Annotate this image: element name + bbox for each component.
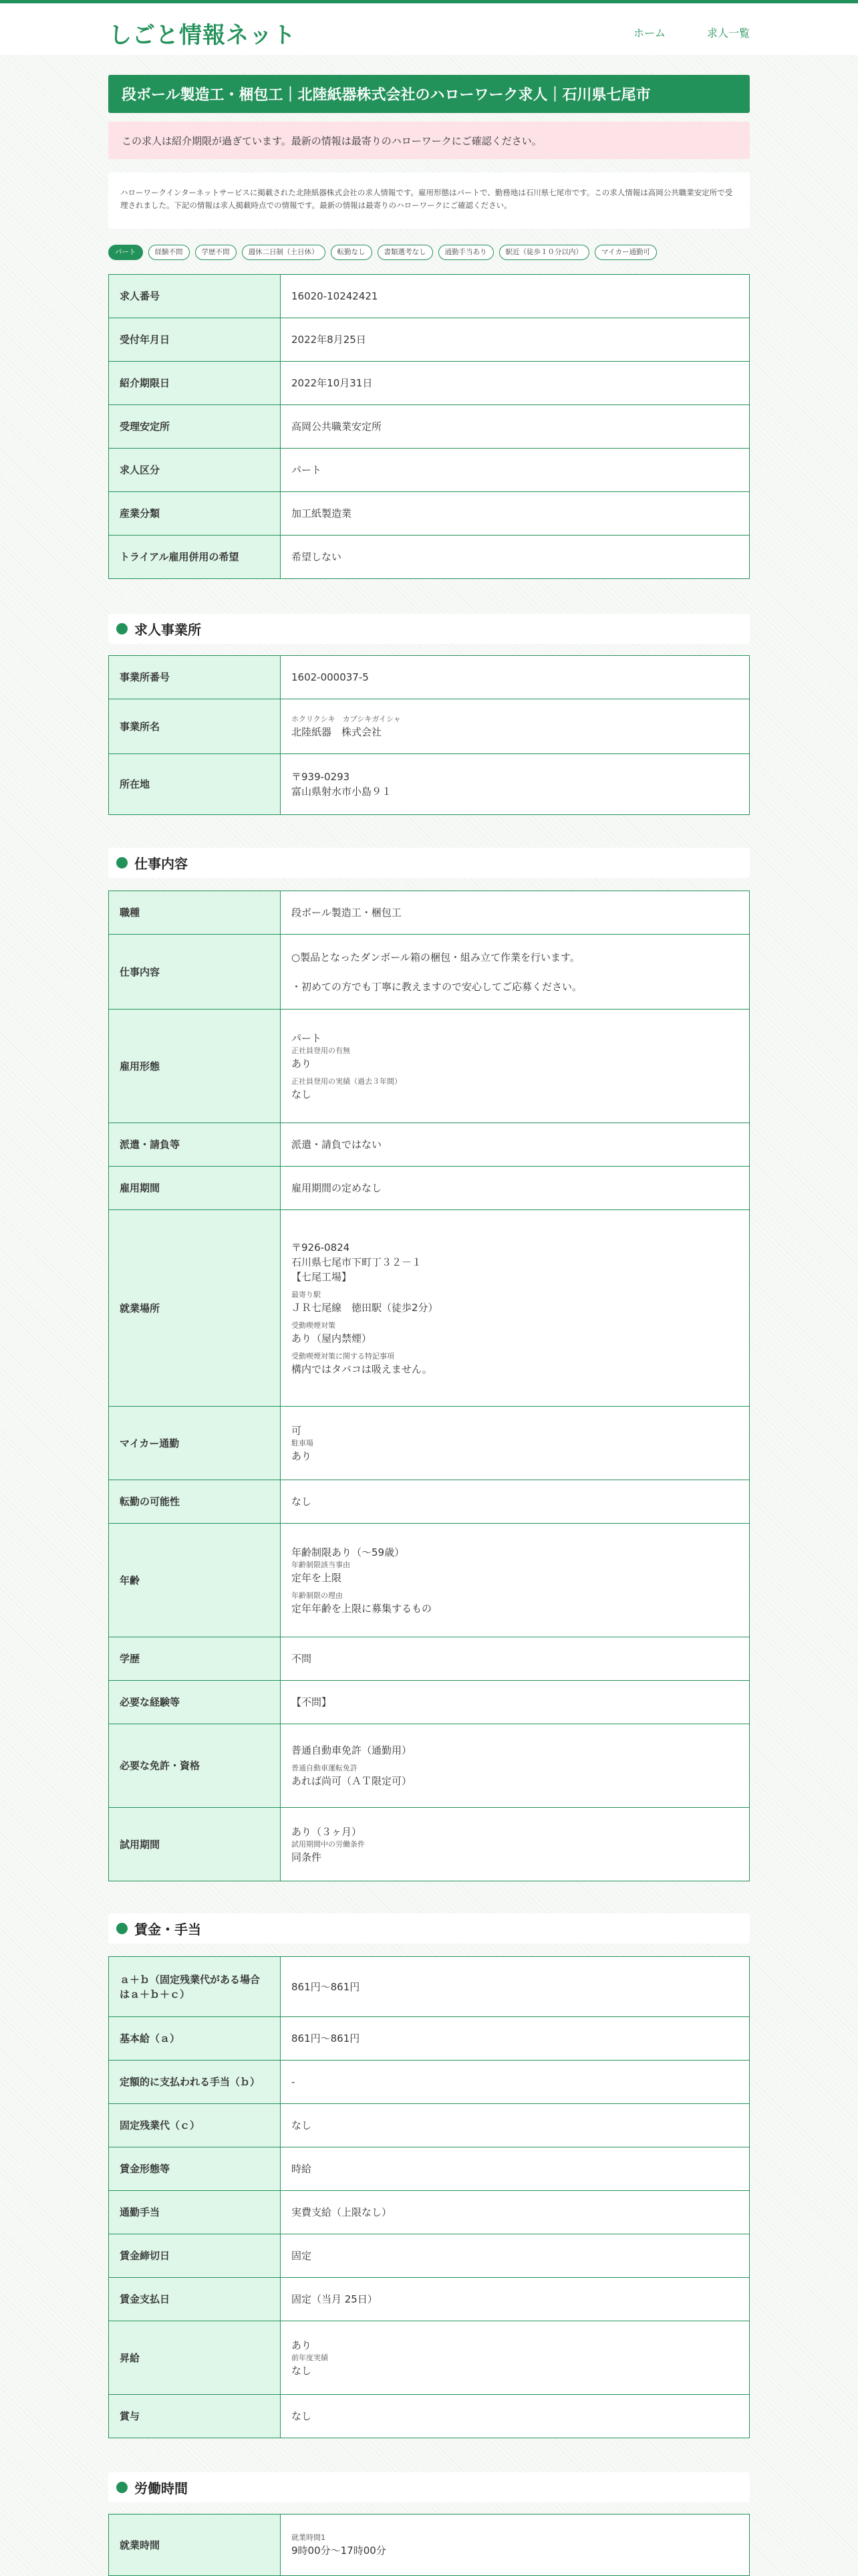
- office-name-cell: [281, 699, 750, 754]
- row-label: 基本給（ａ）: [109, 2017, 281, 2061]
- commute-allowance: 実費支給（上限なし）: [281, 2191, 750, 2234]
- office-address: 富山県射水市小島９１: [291, 786, 392, 798]
- table-row: [109, 1637, 750, 1681]
- tag-no-experience[interactable]: 経験不問: [148, 245, 190, 260]
- tag-part-time[interactable]: パート: [108, 245, 143, 260]
- table-row: [109, 2104, 750, 2147]
- fixed-allowance: -: [281, 2061, 750, 2104]
- tag-no-document-screening[interactable]: 書類選考なし: [378, 245, 433, 260]
- row-label: 賞与: [109, 2395, 281, 2438]
- license: 普通自動車免許（通勤用）: [291, 1744, 412, 1756]
- dispatch: 派遣・請負ではない: [281, 1123, 750, 1167]
- table-row: [109, 2514, 750, 2576]
- summary-section: [108, 274, 750, 579]
- received-date: 2022年8月25日: [281, 318, 750, 362]
- trial-period: あり（３ヶ月）: [291, 1825, 362, 1838]
- table-row: [109, 1210, 750, 1407]
- row-label: 所在地: [109, 754, 281, 815]
- wage-section-heading: [108, 1913, 750, 1944]
- row-label: 学歴: [109, 1637, 281, 1681]
- table-row: [109, 1010, 750, 1123]
- row-label: 就業場所: [109, 1210, 281, 1407]
- work-hours: 9時00分〜17時00分: [291, 2544, 386, 2557]
- summary-table: [108, 274, 750, 579]
- row-label: 事業所番号: [109, 656, 281, 699]
- row-label: 雇用期間: [109, 1167, 281, 1210]
- office-section: [108, 655, 750, 815]
- table-row: [109, 405, 750, 449]
- table-row: [109, 1123, 750, 1167]
- table-row: [109, 492, 750, 536]
- row-label: 固定残業代（ｃ）: [109, 2104, 281, 2147]
- raise-record: なし: [291, 2364, 312, 2377]
- table-row: [109, 362, 750, 405]
- table-row: [109, 318, 750, 362]
- table-row: [109, 2321, 750, 2395]
- transfer: なし: [281, 1480, 750, 1524]
- license-detail: あれば尚可（ＡＴ限定可）: [291, 1775, 412, 1787]
- wage-type: 時給: [281, 2147, 750, 2191]
- section-title: 賃金・手当: [134, 1921, 201, 1938]
- job-number: 16020-10242421: [281, 275, 750, 318]
- site-header: [0, 3, 858, 55]
- age-cell: [281, 1524, 750, 1637]
- trial-employment: 希望しない: [281, 536, 750, 579]
- row-label: 賃金支払日: [109, 2278, 281, 2321]
- table-row: [109, 1524, 750, 1637]
- row-label: 紹介期限日: [109, 362, 281, 405]
- sub-label: 正社員登用の有無: [291, 1046, 350, 1055]
- employment-period: 雇用期間の定めなし: [281, 1167, 750, 1210]
- row-label: 試用期間: [109, 1808, 281, 1881]
- expired-alert: この求人は紹介期限が過ぎています。最新の情報は最寄りのハローワークにご確認ください。: [108, 122, 750, 159]
- section-title: 労働時間: [134, 2480, 188, 2496]
- raise: あり: [291, 2339, 312, 2351]
- job-type: 段ボール製造工・梱包工: [281, 891, 750, 935]
- row-label: 事業所名: [109, 699, 281, 754]
- table-row: [109, 449, 750, 492]
- table-row: [109, 1808, 750, 1881]
- table-row: [109, 699, 750, 754]
- wage-cutoff: 固定: [281, 2234, 750, 2278]
- bullet-dot-icon: [116, 857, 128, 868]
- table-row: [109, 754, 750, 815]
- sub-label: 年齢制限の理由: [291, 1591, 343, 1600]
- regular-conversion-record: なし: [291, 1088, 312, 1100]
- row-label: 雇用形態: [109, 1010, 281, 1123]
- sub-label: 年齢制限該当事由: [291, 1560, 350, 1569]
- office-name-kana: ホクリクシキ カブシキガイシャ: [291, 714, 401, 723]
- table-row: [109, 656, 750, 699]
- row-label: 職種: [109, 891, 281, 935]
- bullet-dot-icon: [116, 2482, 128, 2493]
- job-notice: ハローワークインターネットサービスに掲載された北陸紙器株式会社の求人情報です。雇用形態はパートで、勤務地は石川県七尾市です。この求人情報は高岡公共職業安定所で受理されました。下記の情報は求人掲載時点での情報です。最新の情報は最寄りのハローワークにご確認ください。: [108, 172, 750, 229]
- table-row: [109, 2147, 750, 2191]
- sub-label: 前年度実績: [291, 2353, 328, 2362]
- base-wage: 861円〜861円: [281, 2017, 750, 2061]
- smoking-note: 構内ではタバコは吸えません。: [291, 1363, 432, 1375]
- job-category: パート: [281, 449, 750, 492]
- industry: 加工紙製造業: [281, 492, 750, 536]
- row-label: 産業分類: [109, 492, 281, 536]
- bullet-dot-icon: [116, 623, 128, 634]
- row-label: 必要な免許・資格: [109, 1724, 281, 1808]
- table-row: [109, 2395, 750, 2438]
- trial-conditions: 同条件: [291, 1851, 322, 1863]
- row-label: 転勤の可能性: [109, 1480, 281, 1524]
- table-row: [109, 2278, 750, 2321]
- tag-car-commute[interactable]: マイカー通勤可: [595, 245, 657, 260]
- raise-cell: [281, 2321, 750, 2395]
- workplace-cell: [281, 1210, 750, 1407]
- table-row: [109, 2061, 750, 2104]
- table-row: [109, 1407, 750, 1480]
- tag-no-education[interactable]: 学歴不問: [195, 245, 237, 260]
- row-label: マイカー通勤: [109, 1407, 281, 1480]
- main-nav: [633, 25, 750, 40]
- experience: 【不問】: [281, 1681, 750, 1724]
- office-section-heading: [108, 614, 750, 644]
- work-hours-cell: [281, 2514, 750, 2576]
- sub-label: 普通自動車運転免許: [291, 1764, 358, 1772]
- office-postal: 〒939-0293: [291, 771, 350, 783]
- workplace-note: 【七尾工場】: [291, 1270, 352, 1283]
- wage-section: [108, 1956, 750, 2438]
- tag-two-days-off[interactable]: 週休二日制（土日休）: [242, 245, 325, 260]
- tag-list: [108, 245, 750, 260]
- nearest-station: ＪＲ七尾線 徳田駅（徒歩2分）: [291, 1301, 438, 1314]
- work-table: [108, 891, 750, 1881]
- row-label: 通勤手当: [109, 2191, 281, 2234]
- sub-label: 最寄り駅: [291, 1290, 321, 1299]
- section-title: 仕事内容: [134, 856, 188, 872]
- row-label: 必要な経験等: [109, 1681, 281, 1724]
- workplace-postal: 〒926-0824: [291, 1241, 350, 1254]
- row-label: 年齢: [109, 1524, 281, 1637]
- row-label: 賃金形態等: [109, 2147, 281, 2191]
- nav-job-list-link[interactable]: 求人一覧: [706, 27, 750, 39]
- fixed-overtime: なし: [281, 2104, 750, 2147]
- work-section-heading: [108, 848, 750, 878]
- office-address-cell: [281, 754, 750, 815]
- table-row: [109, 2017, 750, 2061]
- site-logo[interactable]: しごと情報ネット: [109, 22, 296, 49]
- table-row: [109, 1724, 750, 1808]
- trial-cell: [281, 1808, 750, 1881]
- row-label: 賃金締切日: [109, 2234, 281, 2278]
- row-label: 受理安定所: [109, 405, 281, 449]
- table-row: [109, 536, 750, 579]
- row-label: 受付年月日: [109, 318, 281, 362]
- table-row: [109, 1681, 750, 1724]
- bonus: なし: [281, 2395, 750, 2438]
- table-row: [109, 1167, 750, 1210]
- table-row: [109, 275, 750, 318]
- table-row: [109, 1957, 750, 2017]
- employment-type: パート: [291, 1032, 322, 1044]
- table-row: [109, 935, 750, 1010]
- education: 不問: [281, 1637, 750, 1681]
- job-content-cell: [281, 935, 750, 1010]
- job-content-line: ○製品となったダンボール箱の梱包・組み立て作業を行います。: [291, 951, 580, 963]
- workplace-address: 石川県七尾市下町丁３２－１: [291, 1256, 422, 1268]
- office-table: [108, 655, 750, 815]
- work-section: [108, 891, 750, 1881]
- row-label: 就業時間: [109, 2514, 281, 2576]
- row-label: トライアル雇用併用の希望: [109, 536, 281, 579]
- total-wage: 861円〜861円: [281, 1957, 750, 2017]
- hours-section-heading: [108, 2472, 750, 2502]
- parking: あり: [291, 1449, 312, 1462]
- job-content-line: ・初めての方でも丁寧に教えますので安心してご応募ください。: [291, 980, 583, 993]
- sub-label: 受動喫煙対策に関する特記事項: [291, 1351, 394, 1361]
- row-label: 求人番号: [109, 275, 281, 318]
- wage-table: [108, 1956, 750, 2438]
- row-label: 仕事内容: [109, 935, 281, 1010]
- sub-label: 就業時間1: [291, 2533, 325, 2542]
- table-row: [109, 1480, 750, 1524]
- car-commute: 可: [291, 1424, 302, 1437]
- row-label: 昇給: [109, 2321, 281, 2395]
- receiving-office: 高岡公共職業安定所: [281, 405, 750, 449]
- sub-label: 受動喫煙対策: [291, 1320, 335, 1330]
- regular-conversion: あり: [291, 1057, 312, 1070]
- row-label: 求人区分: [109, 449, 281, 492]
- hours-table: [108, 2514, 750, 2576]
- age-limit: 年齢制限あり（～59歳）: [291, 1546, 405, 1558]
- row-label: 派遣・請負等: [109, 1123, 281, 1167]
- bullet-dot-icon: [116, 1923, 128, 1934]
- wage-payday: 固定（当月 25日）: [281, 2278, 750, 2321]
- row-label: 定額的に支払われる手当（ｂ）: [109, 2061, 281, 2104]
- page-title: 段ボール製造工・梱包工｜北陸紙器株式会社のハローワーク求人｜石川県七尾市: [108, 75, 750, 113]
- row-label: ａ＋ｂ（固定残業代がある場合はａ＋ｂ＋ｃ）: [109, 1957, 281, 2017]
- office-number: 1602-000037-5: [281, 656, 750, 699]
- tag-no-transfer[interactable]: 転勤なし: [331, 245, 372, 260]
- age-reason: 定年を上限: [291, 1571, 342, 1584]
- section-title: 求人事業所: [134, 622, 201, 638]
- office-name: 北陸紙器 株式会社: [291, 725, 382, 738]
- age-why: 定年年齢を上限に募集するもの: [291, 1602, 432, 1615]
- nav-home-link[interactable]: ホーム: [633, 27, 666, 39]
- table-row: [109, 891, 750, 935]
- sub-label: 正社員登用の実績（過去３年間）: [291, 1076, 402, 1086]
- smoking-policy: あり（屋内禁煙）: [291, 1332, 372, 1344]
- car-commute-cell: [281, 1407, 750, 1480]
- employment-cell: [281, 1010, 750, 1123]
- tag-commute-allowance[interactable]: 通勤手当あり: [438, 245, 494, 260]
- tag-near-station[interactable]: 駅近（徒歩１０分以内）: [499, 245, 590, 260]
- license-cell: [281, 1724, 750, 1808]
- sub-label: 駐車場: [291, 1438, 313, 1447]
- table-row: [109, 2234, 750, 2278]
- table-row: [109, 2191, 750, 2234]
- deadline-date: 2022年10月31日: [281, 362, 750, 405]
- hours-section: [108, 2514, 750, 2576]
- sub-label: 試用期間中の労働条件: [291, 1839, 365, 1849]
